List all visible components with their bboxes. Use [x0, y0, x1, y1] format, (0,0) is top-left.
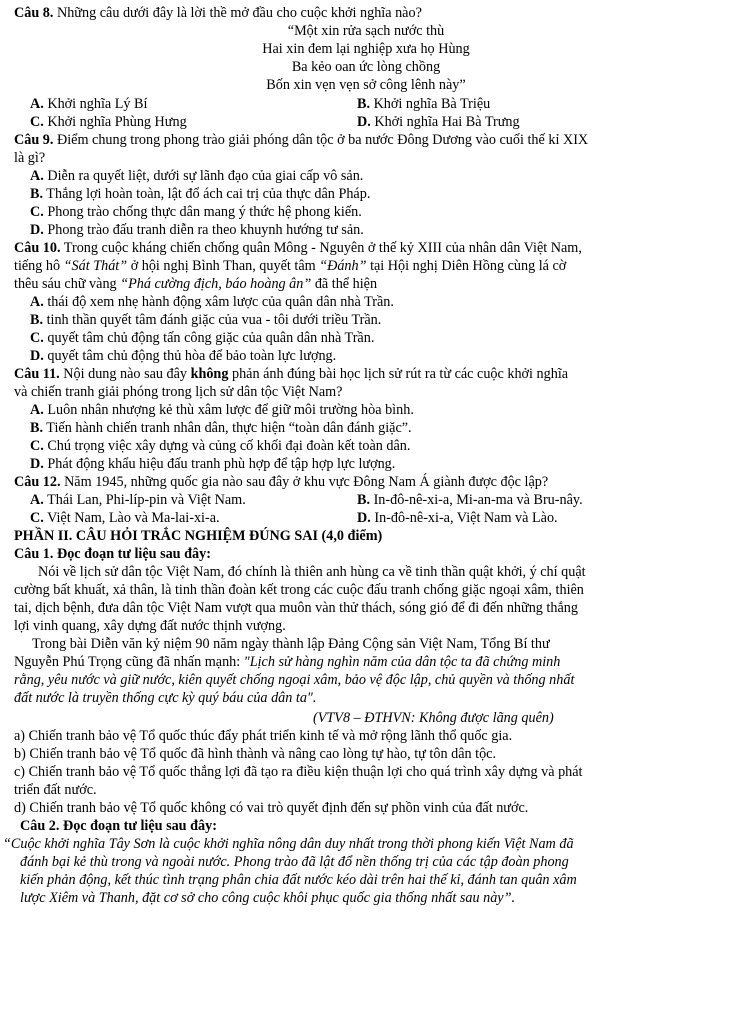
statement-a: a) Chiến tranh bảo vệ Tổ quốc thúc đẩy phát triển kinh tế và mở rộng lãnh thổ quốc gia. [14, 728, 513, 744]
question-9-option-a [30, 167, 363, 185]
source-citation: (VTV8 – ĐTHVN: Không được lãng quên) [313, 710, 554, 726]
question-10-option-c [30, 329, 374, 347]
question-10-stem-line-3 [14, 275, 377, 293]
quote-line-4: lược Xiêm và Thanh, đặt cơ sở cho công cuộc khôi phục quốc gia thống nhất sau này”. [20, 890, 516, 906]
question-12-stem [14, 473, 548, 491]
text-run: phản ánh đúng bài học lịch sử rút ra từ các cuộc khởi nghĩa [228, 366, 569, 382]
option-letter: D. [357, 510, 371, 526]
option-text: In-đô-nê-xi-a, Việt Nam và Lào. [370, 510, 558, 526]
option-text: thái độ xem nhẹ hành động xâm lược của quân dân nhà Trần. [43, 294, 394, 310]
passage-2-line-3: rằng, yêu nước và giữ nước, kiên quyết chống ngoại xâm, bảo vệ độc lập, chủ quyền và thống nhất [14, 672, 575, 688]
statement-c-line-1: c) Chiến tranh bảo vệ Tổ quốc thắng lợi đã tạo ra điều kiện thuận lợi cho quá trình xây dựng và phát [14, 764, 583, 780]
poem-line-3: Ba kẻo oan ức lòng chồng [291, 59, 441, 75]
option-text: Khởi nghĩa Lý Bí [43, 96, 148, 112]
quote-line-1: “Cuộc khởi nghĩa Tây Sơn là cuộc khởi nghĩa nông dân duy nhất trong thời phong kiến Việt Nam đã [3, 836, 574, 852]
passage-2-line-4: đất nước là truyền thống cực kỳ quý báu của dân ta". [14, 690, 317, 706]
question-8-label: Câu 8. [14, 5, 54, 21]
question-10-option-a [30, 293, 394, 311]
text-run: tại Hội nghị Diên Hồng cùng lá cờ [366, 258, 567, 274]
question-12-option-c [30, 509, 220, 527]
option-letter: D. [30, 348, 44, 364]
statement-c-line-2: triển đất nước. [14, 782, 97, 798]
option-text: Khởi nghĩa Bà Triệu [370, 96, 491, 112]
option-text: quyết tâm chủ động tấn công giặc của quân dân nhà Trần. [43, 330, 375, 346]
text-run: đã thể hiện [311, 276, 378, 292]
question-8-option-a [30, 95, 147, 113]
question-9-text: Điểm chung trong phong trào giải phóng dân tộc ở ba nước Đông Dương vào cuối thế kỉ XIX [53, 132, 589, 148]
option-letter: B. [357, 96, 371, 112]
quote-flag-slogan: “Phá cường địch, báo hoàng ân” [120, 276, 312, 292]
option-letter: C. [30, 510, 44, 526]
option-letter: C. [30, 204, 44, 220]
question-9-option-c [30, 203, 362, 221]
option-letter: C. [30, 438, 44, 454]
question-11-option-b [30, 419, 412, 437]
quote-text: "Lịch sử hàng nghìn năm của dân tộc ta đã chứng minh [243, 654, 561, 670]
question-9-option-b [30, 185, 370, 203]
part2-question-1-heading: Câu 1. Đọc đoạn tư liệu sau đây: [14, 546, 211, 562]
option-letter: C. [30, 330, 44, 346]
passage-2-line-2 [14, 653, 560, 671]
question-11-label: Câu 11. [14, 366, 60, 382]
question-12-label: Câu 12. [14, 474, 61, 490]
option-letter: B. [357, 492, 371, 508]
question-10-option-b [30, 311, 381, 329]
option-letter: A. [30, 294, 44, 310]
option-text: Thái Lan, Phi-líp-pin và Việt Nam. [43, 492, 246, 508]
passage-2-line-1: Trong bài Diễn văn kỷ niệm 90 năm ngày thành lập Đảng Cộng sản Việt Nam, Tổng Bí thư [32, 636, 550, 652]
option-letter: A. [30, 96, 44, 112]
option-letter: D. [357, 114, 371, 130]
question-8-stem [14, 4, 422, 22]
quote-line-3: kiến phản động, kết thúc tình trạng phân chia đất nước kéo dài trên hai thế kỉ, đánh tan quân xâm [20, 872, 577, 888]
option-text: quyết tâm chủ động thủ hòa để bảo toàn lực lượng. [43, 348, 337, 364]
question-9-stem-line-1 [14, 131, 588, 149]
question-11-stem-line-1 [14, 365, 568, 383]
option-text: Phong trào đấu tranh diễn ra theo khuynh hướng tư sản. [43, 222, 364, 238]
option-text: tinh thần quyết tâm đánh giặc của vua - tôi dưới triều Trần. [43, 312, 382, 328]
option-letter: D. [30, 222, 44, 238]
question-9-stem-line-2: là gì? [14, 150, 46, 166]
section-heading: PHẦN II. CÂU HỎI TRẮC NGHIỆM ĐÚNG SAI (4,0 điểm) [14, 528, 383, 544]
option-text: Việt Nam, Lào và Ma-lai-xi-a. [43, 510, 220, 526]
option-letter: D. [30, 456, 44, 472]
question-9-option-d [30, 221, 364, 239]
question-11-option-a [30, 401, 414, 419]
poem-line-1: “Một xin rửa sạch nước thù [287, 23, 445, 39]
question-11-option-d [30, 455, 395, 473]
quote-sat-that: “Sát Thát” [63, 258, 128, 274]
quote-danh: “Đánh” [319, 258, 367, 274]
option-letter: A. [30, 492, 44, 508]
question-12-option-b [357, 491, 583, 509]
option-text: Luôn nhân nhượng kẻ thù xâm lược để giữ môi trường hòa bình. [43, 402, 414, 418]
option-text: Chú trọng việc xây dựng và củng cố khối đại đoàn kết toàn dân. [43, 438, 411, 454]
option-text: Khởi nghĩa Phùng Hưng [43, 114, 187, 130]
question-12-option-a [30, 491, 246, 509]
option-text: Diễn ra quyết liệt, dưới sự lãnh đạo của giai cấp vô sản. [43, 168, 364, 184]
question-12-option-d [357, 509, 558, 527]
question-10-text: Trong cuộc kháng chiến chống quân Mông - Nguyên ở thế kỷ XIII của nhân dân Việt Nam, [60, 240, 582, 256]
option-letter: B. [30, 312, 44, 328]
question-10-stem-line-2 [14, 257, 566, 275]
poem-line-4: Bốn xin vẹn vẹn sở công lênh này” [266, 77, 466, 93]
option-letter: B. [30, 186, 44, 202]
passage-1-line-1: Nói về lịch sử dân tộc Việt Nam, đó chính là thiên anh hùng ca về tinh thần quật khởi, ý chí quật [38, 564, 586, 580]
option-letter: C. [30, 114, 44, 130]
statement-b: b) Chiến tranh bảo vệ Tổ quốc đã hình thành và nâng cao lòng tự hào, tự tôn dân tộc. [14, 746, 497, 762]
question-11-stem-line-2: và chiến tranh giải phóng trong lịch sử dân tộc Việt Nam? [14, 384, 343, 400]
question-9-label: Câu 9. [14, 132, 54, 148]
poem-line-2: Hai xin đem lại nghiệp xưa họ Hùng [262, 41, 470, 57]
option-text: Phong trào chống thực dân mang ý thức hệ phong kiến. [43, 204, 362, 220]
question-10-stem-line-1 [14, 239, 582, 257]
option-letter: A. [30, 402, 44, 418]
passage-1-line-3: tai, dịch bệnh, đưa dân tộc Việt Nam vượt qua muôn vàn thử thách, sóng gió để đi đến những thắng [14, 600, 578, 616]
passage-1-line-4: lợi vinh quang, xây dựng đất nước thịnh vượng. [14, 618, 286, 634]
text-run: tiếng hô [14, 258, 64, 274]
quote-line-2: đánh bại kẻ thù trong và ngoài nước. Phong trào đã lật đổ nền thống trị của các tập đoàn phong [20, 854, 569, 870]
question-10-option-d [30, 347, 336, 365]
statement-d: d) Chiến tranh bảo vệ Tổ quốc không có vai trò quyết định đến sự phồn vinh của đất nước. [14, 800, 529, 816]
option-text: Thắng lợi hoàn toàn, lật đổ ách cai trị của thực dân Pháp. [43, 186, 371, 202]
option-letter: A. [30, 168, 44, 184]
question-11-option-c [30, 437, 410, 455]
text-run: Nội dung nào sau đây [59, 366, 191, 382]
question-8-text: Những câu dưới đây là lời thề mở đầu cho cuộc khởi nghĩa nào? [53, 5, 422, 21]
question-8-option-d [357, 113, 520, 131]
question-12-text: Năm 1945, những quốc gia nào sau đây ở khu vực Đông Nam Á giành được độc lập? [60, 474, 549, 490]
option-text: In-đô-nê-xi-a, Mi-an-ma và Bru-nây. [370, 492, 583, 508]
option-text: Phát động khẩu hiệu đấu tranh phù hợp để tập hợp lực lượng. [43, 456, 396, 472]
emphasis-khong: không [190, 366, 229, 382]
text-run: Nguyễn Phú Trọng cũng đã nhấn mạnh: [14, 654, 244, 670]
option-text: Khởi nghĩa Hai Bà Trưng [370, 114, 520, 130]
question-8-option-b [357, 95, 490, 113]
question-10-label: Câu 10. [14, 240, 61, 256]
text-run: ở hội nghị Bình Than, quyết tâm [127, 258, 320, 274]
passage-1-line-2: cường bất khuất, xả thân, là tinh thần đoàn kết trong các cuộc đấu tranh chống giặc ngoại xâm, thiên [14, 582, 584, 598]
question-8-option-c [30, 113, 187, 131]
option-text: Tiến hành chiến tranh nhân dân, thực hiện “toàn dân đánh giặc”. [43, 420, 412, 436]
part2-question-2-heading: Câu 2. Đọc đoạn tư liệu sau đây: [20, 818, 217, 834]
text-run: thêu sáu chữ vàng [14, 276, 121, 292]
option-letter: B. [30, 420, 44, 436]
